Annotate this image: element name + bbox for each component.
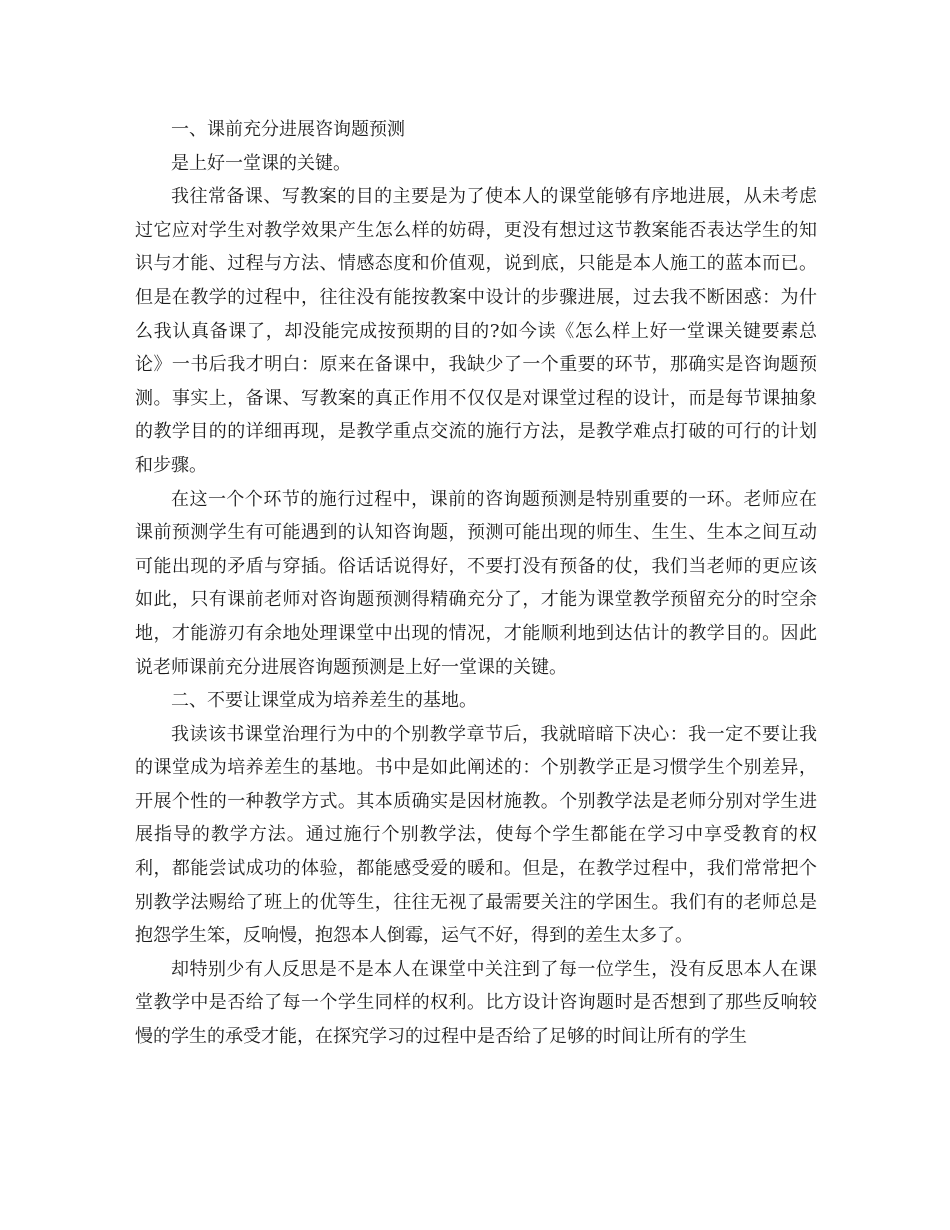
paragraph: 我读该书课堂治理行为中的个别教学章节后，我就暗暗下决心：我一定不要让我的课堂成为培养差生的基地。书中是如此阐述的：个别教学正是习惯学生个别差异，开展个性的一种教学方式。其本质确实是因材施教。个别教学法是老师分别对学生进展指导的教学方法。通过施行个别教学法，使每个学生都能在学习中享受教育的权利，都能尝试成功的体验，都能感受爱的暖和。但是，在教学过程中，我们常常把个别教学法赐给了班上的优等生，往往无视了最需要关注的学困生。我们有的老师总是抱怨学生笨，反响慢，抱怨本人倒霉，运气不好，得到的差生太多了。: [135, 723, 817, 947]
paragraph: 却特别少有人反思是不是本人在课堂中关注到了每一位学生，没有反思本人在课堂教学中是否给了每一个学生同样的权利。比方设计咨询题时是否想到了那些反响较慢的学生的承受才能，在探究学习的过程中是否给了足够的时间让所有的学生: [135, 958, 817, 1048]
document-body: [135, 113, 817, 1054]
paragraph: 是上好一堂课的关键。: [171, 152, 351, 174]
section-heading-1: 一、课前充分进展咨询题预测: [171, 119, 405, 140]
paragraph: 在这一个个环节的施行过程中，课前的咨询题预测是特别重要的一环。老师应在课前预测学生有可能遇到的认知咨询题，预测可能出现的师生、生生、生本之间互动可能出现的矛盾与穿插。俗话话说得好，不要打没有预备的仗，我们当老师的更应该如此，只有课前老师对咨询题预测得精确充分了，才能为课堂教学预留充分的时空余地，才能游刃有余地处理课堂中出现的情况，才能顺利地到达估计的教学目的。因此说老师课前充分进展咨询题预测是上好一堂课的关键。: [135, 488, 817, 678]
paragraph: 我往常备课、写教案的目的主要是为了使本人的课堂能够有序地进展，从未考虑过它应对学生对教学效果产生怎么样的妨碍，更没有想过这节教案能否表达学生的知识与才能、过程与方法、情感态度和价值观，说到底，只能是本人施工的蓝本而已。但是在教学的过程中，往往没有能按教案中设计的步骤进展，过去我不断困惑：为什么我认真备课了，却没能完成按预期的目的?如今读《怎么样上好一堂课关键要素总论》一书后我才明白：原来在备课中，我缺少了一个重要的环节，那确实是咨询题预测。事实上，备课、写教案的真正作用不仅仅是对课堂过程的设计，而是每节课抽象的教学目的的详细再现，是教学重点交流的施行方法，是教学难点打破的可行的计划和步骤。: [135, 186, 817, 476]
section-heading-2: 二、不要让课堂成为培养差生的基地。: [171, 690, 477, 712]
